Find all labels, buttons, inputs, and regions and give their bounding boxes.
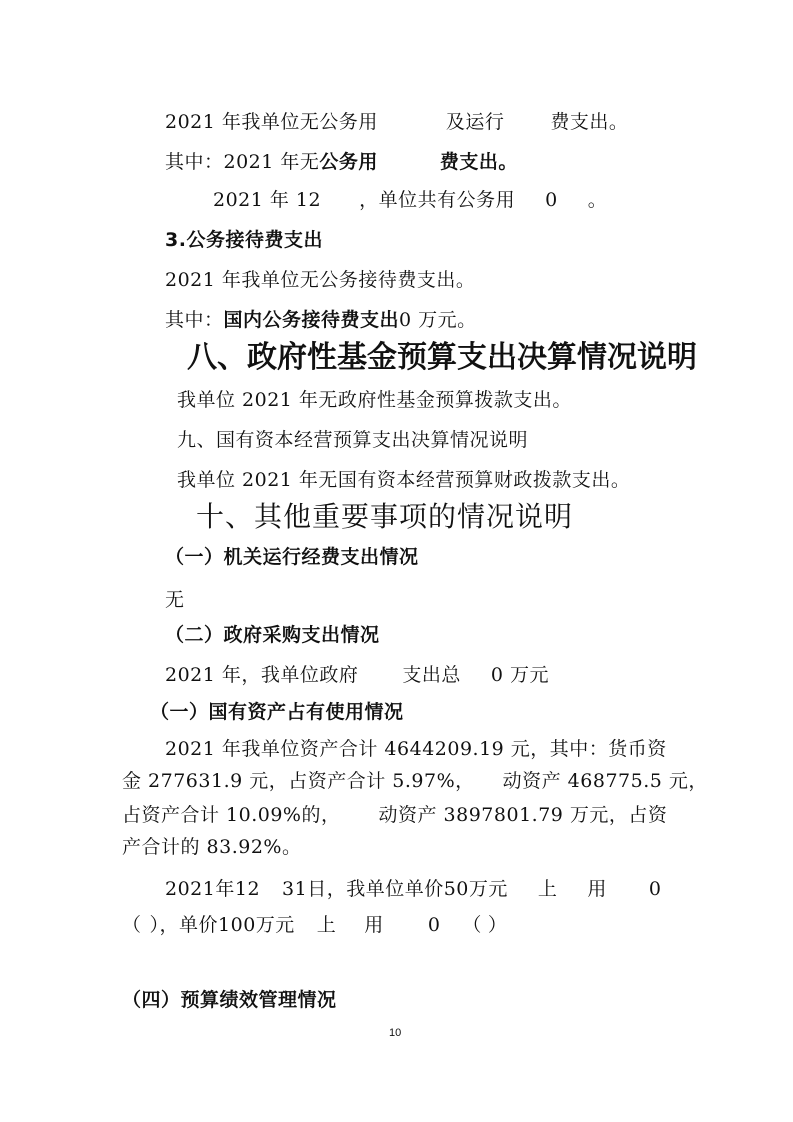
text-segment: （ — [462, 914, 482, 936]
text-segment: 31日，我单位单价50万元 — [282, 878, 508, 900]
text-segment: 上 — [316, 914, 337, 936]
subheading-state-assets: （一）国有资产占有使用情况 — [150, 701, 404, 723]
text-segment: 用 — [587, 878, 607, 900]
line-vehicle-purchase-note — [165, 153, 518, 172]
line-official-vehicle-spending — [165, 113, 628, 132]
line-gov-fund: 我单位 2021 年无政府性基金预算拨款支出。 — [177, 389, 572, 411]
text-segment: 0 — [545, 189, 558, 211]
subheading-operating-expenses: （一）机关运行经费支出情况 — [165, 546, 419, 568]
line-vehicles-2 — [122, 916, 507, 935]
subheading-procurement: （二）政府采购支出情况 — [165, 624, 380, 646]
subheading-performance-mgmt: （四）预算绩效管理情况 — [122, 989, 337, 1011]
text-segment: ），单价100万元 — [149, 914, 295, 936]
line-vehicle-count — [213, 191, 607, 210]
text-segment: 金 277631.9 元，占资产合计 5.97%， — [122, 770, 475, 792]
page-number: 10 — [389, 1027, 402, 1039]
text-segment: 2021 年我单位无公务用 — [165, 111, 378, 133]
text-segment: 占资产合计 10.09%的， — [122, 804, 341, 826]
text-segment: 动资产 468775.5 元， — [502, 770, 708, 792]
text-segment-bold: 公务用 — [319, 151, 378, 173]
line-domestic-reception — [165, 311, 477, 330]
line-procurement-total — [165, 666, 549, 685]
heading-reception-spending: 3.公务接待费支出 — [165, 229, 323, 251]
section-heading-10: 十、其他重要事项的情况说明 — [196, 500, 574, 533]
line-state-capital: 我单位 2021 年无国有资本经营预算财政拨款支出。 — [177, 469, 631, 491]
text-segment: 。 — [587, 189, 608, 211]
text-segment: 用 — [364, 914, 384, 936]
text-segment: 2021 年 12 — [213, 189, 322, 211]
text-segment: 0 — [427, 914, 441, 936]
text-segment: 及运行 — [445, 111, 505, 133]
section-heading-9: 九、国有资本经营预算支出决算情况说明 — [177, 429, 529, 451]
line-assets-4: 产合计的 83.92%。 — [122, 836, 302, 858]
line-reception-none: 2021 年我单位无公务接待费支出。 — [165, 269, 476, 291]
line-vehicles-1 — [165, 880, 662, 899]
text-segment: 动资产 3897801.79 万元，占资 — [378, 804, 668, 826]
line-assets-3 — [122, 806, 667, 825]
text-segment-bold: 费支出。 — [439, 151, 518, 173]
text-segment: 其中：2021 年无 — [165, 151, 320, 173]
text-segment-bold: 国内公务接待费支出 — [223, 309, 400, 331]
text-segment: 其中： — [165, 309, 224, 331]
text-segment: （ — [122, 914, 142, 936]
text-segment: ，单位共有公务用 — [359, 189, 516, 211]
line-assets-2 — [122, 772, 708, 791]
text-segment: 0 万元 — [490, 664, 550, 686]
text-segment: 0 — [648, 878, 662, 900]
text-segment: 上 — [537, 878, 558, 900]
text-segment: 0 万元。 — [399, 309, 477, 331]
line-none: 无 — [165, 589, 185, 611]
section-heading-8: 八、政府性基金预算支出决算情况说明 — [187, 340, 697, 375]
text-segment: 支出总 — [402, 664, 461, 686]
text-segment: 2021年12 — [165, 878, 261, 900]
line-assets-1: 2021 年我单位资产合计 4644209.19 元，其中：货币资 — [165, 738, 667, 760]
text-segment: 费支出。 — [550, 111, 629, 133]
text-segment: 2021 年，我单位政府 — [165, 664, 359, 686]
text-segment: ） — [487, 914, 508, 936]
